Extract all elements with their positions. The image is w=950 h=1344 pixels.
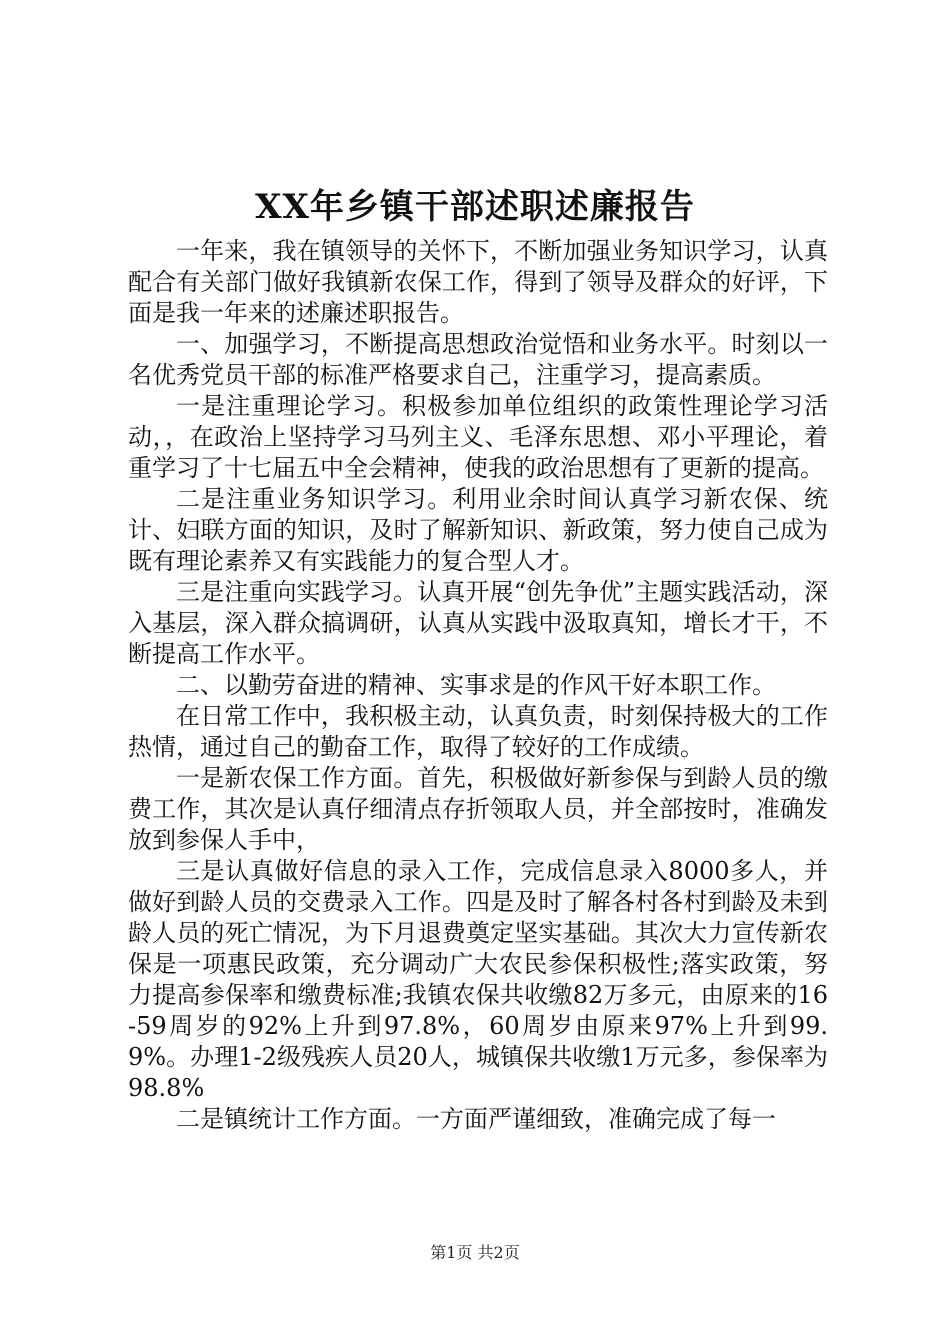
- paragraph: 二是注重业务知识学习。利用业余时间认真学习新农保、统计、妇联方面的知识，及时了解新知识、新政策，努力使自己成为既有理论素养又有实践能力的复合型人才。: [128, 485, 828, 575]
- paragraph: 三是注重向实践学习。认真开展“创先争优”主题实践活动，深入基层，深入群众搞调研，认真从实践中汲取真知，增长才干，不断提高工作水平。: [128, 578, 828, 668]
- document-body: [128, 236, 828, 1135]
- paragraph: 在日常工作中，我积极主动，认真负责，时刻保持极大的工作热情，通过自己的勤奋工作，取得了较好的工作成绩。: [128, 702, 828, 761]
- paragraph: 一年来，我在镇领导的关怀下，不断加强业务知识学习，认真配合有关部门做好我镇新农保工作，得到了领导及群众的好评，下面是我一年来的述廉述职报告。: [128, 237, 828, 327]
- paragraph: 一、加强学习，不断提高思想政治觉悟和业务水平。时刻以一名优秀党员干部的标准严格要求自己，注重学习，提高素质。: [128, 330, 828, 389]
- paragraph: 二是镇统计工作方面。一方面严谨细致，准确完成了每一: [176, 1105, 776, 1133]
- document-title: XX年乡镇干部述职述廉报告: [255, 187, 695, 227]
- paragraph: 三是认真做好信息的录入工作，完成信息录入8000多人，并做好到龄人员的交费录入工作。四是及时了解各村各村到龄及未到龄人员的死亡情况，为下月退费奠定坚实基础。其次大力宣传新农保是一项惠民政策，充分调动广大农民参保积极性;落实政策，努力提高参保率和缴费标准;我镇农保共收缴82万多元，由原来的16-59周岁的92%上升到97.8%，60周岁由原来97%上升到99.9%。办理1-2级残疾人员20人，城镇保共收缴1万元多，参保率为98.8%: [128, 857, 828, 1102]
- paragraph: 一是注重理论学习。积极参加单位组织的政策性理论学习活动，，在政治上坚持学习马列主义、毛泽东思想、邓小平理论，着重学习了十七届五中全会精神，使我的政治思想有了更新的提高。: [128, 392, 828, 482]
- page-number-footer: 第1页 共2页: [430, 1243, 520, 1262]
- paragraph: 二、以勤劳奋进的精神、实事求是的作风干好本职工作。: [176, 671, 776, 699]
- paragraph: 一是新农保工作方面。首先，积极做好新参保与到龄人员的缴费工作，其次是认真仔细清点存折领取人员，并全部按时，准确发放到参保人手中，: [128, 764, 828, 854]
